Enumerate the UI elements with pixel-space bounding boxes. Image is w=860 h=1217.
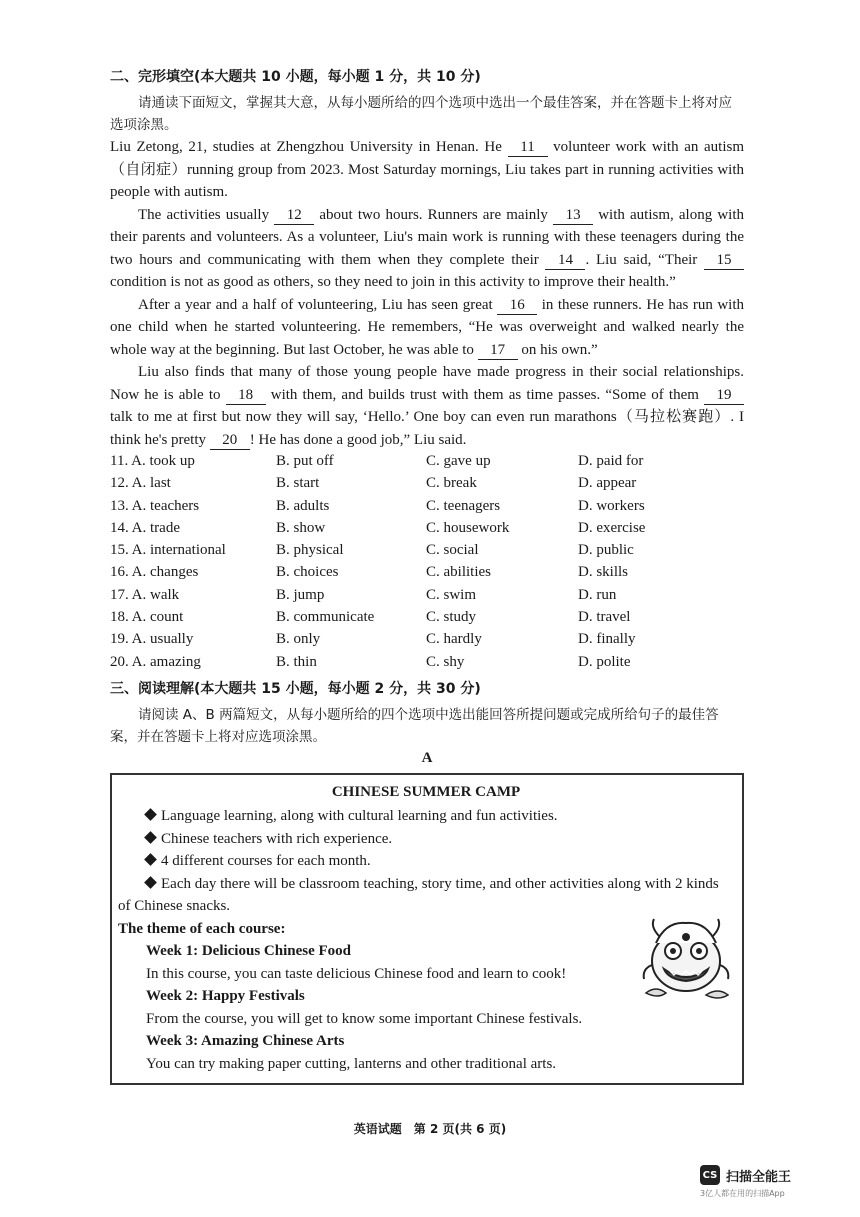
option-d: D. run [578,586,617,603]
passage-text: After a year and a half of volunteering, Liu has seen great [138,296,493,313]
passage-text: with autism, along with their parents and volunteers. As a volunteer, Liu's main work is running with these teenagers during the two hours and communicating with them when they complete their [110,206,745,268]
week-1-heading: Week 1: Delicious Chinese Food [146,943,351,960]
camscanner-logo-icon: CS [700,1165,720,1185]
option-a: 17. A. walk [110,586,180,603]
option-b: B. jump [276,586,325,603]
page-footer: 英语试题 第 2 页(共 6 页) [353,1122,507,1136]
option-a: 19. A. usually [110,631,194,648]
question-row [110,654,744,676]
camp-bullet [118,828,734,851]
option-a: 20. A. amazing [110,653,201,670]
week-3-heading: Week 3: Amazing Chinese Arts [146,1033,345,1050]
option-b: B. start [276,475,320,492]
option-d: D. polite [578,653,631,670]
option-b: B. communicate [276,609,375,626]
option-b: B. adults [276,497,330,514]
passage-text: The activities usually [138,206,270,223]
watermark-name: 扫描全能王 [726,1169,792,1185]
option-c: C. gave up [426,453,491,469]
blank-15: 15 [704,252,744,270]
question-row [110,631,744,653]
passage-text: in these runners. He has run with one child when he started volunteering. He remembers, “He was overweight and walked nearly the whole way at the beginning. But last October, he was able to [110,296,745,358]
question-row [110,498,744,520]
passage-paragraph-4 [110,361,744,451]
passage-text: Liu also finds that many of those young people have made progress in their social relationships. Now he is able to [110,364,744,403]
option-c: C. swim [426,586,477,603]
option-b: B. physical [276,542,344,559]
option-d: D. exercise [578,519,646,536]
passage-text: talk to me at first but now they will say, ‘Hello.’ One boy can even run marathons（马拉松赛跑）. I think he's pretty [110,409,744,448]
week-3-text: You can try making paper cutting, lanterns and other traditional arts. [146,1055,557,1072]
section-3-title: 三、阅读理解(本大题共 15 小题，每小题 2 分，共 30 分) [110,680,481,697]
passage-a-label: A [421,749,433,766]
option-b: B. only [276,631,321,648]
theme-heading: The theme of each course: [118,920,286,937]
option-c: C. abilities [426,564,491,581]
diamond-bullet-icon [144,831,157,844]
diamond-bullet-icon [144,809,157,822]
question-row [110,542,744,564]
option-c: C. teenagers [426,497,501,514]
exam-page [110,66,744,1085]
option-a: 15. A. international [110,542,226,559]
options-table [110,453,744,676]
scanner-watermark [700,1165,820,1199]
option-a: 11. A. took up [110,453,195,469]
week-2-text: From the course, you will get to know some important Chinese festivals. [146,1010,583,1027]
option-c: C. housework [426,519,510,536]
option-d: D. appear [578,475,637,492]
watermark-row [700,1165,820,1185]
blank-12: 12 [274,207,314,225]
blank-19: 19 [704,387,744,405]
summer-camp-box [110,773,744,1086]
passage-text: condition is not as good as others, so they need to join in this activity to improve their health.” [110,274,676,290]
bullet-text: Chinese teachers with rich experience. [161,830,393,847]
passage-text: on his own.” [521,341,598,358]
question-row [110,609,744,631]
option-c: C. study [426,609,477,626]
option-d: D. finally [578,631,636,648]
blank-18: 18 [226,387,266,405]
option-d: D. skills [578,564,629,581]
question-row [110,453,744,475]
watermark-subtitle: 3亿人都在用的扫描App [700,1189,785,1198]
question-row [110,564,744,586]
bullet-text: 4 different courses for each month. [161,853,371,870]
option-a: 12. A. last [110,475,171,492]
camp-bullet [118,850,734,873]
option-a: 14. A. trade [110,519,180,536]
blank-13: 13 [553,207,593,225]
diamond-bullet-icon [144,876,157,889]
camp-bullet [118,805,734,828]
section-2-instruction: 请通读下面短文，掌握其大意，从每小题所给的四个选项中选出一个最佳答案，并在答题卡上将对应选项涂黑。 [110,95,732,133]
week-1-text: In this course, you can taste delicious Chinese food and learn to cook! [146,965,567,982]
option-b: B. thin [276,653,317,670]
week-2-heading: Week 2: Happy Festivals [146,988,305,1005]
question-row [110,587,744,609]
option-c: C. social [426,542,479,559]
passage-text: . Liu said, “Their [585,251,698,268]
section-2-title: 二、完形填空(本大题共 10 小题，每小题 1 分，共 10 分) [110,69,481,85]
question-row [110,475,744,497]
passage-paragraph-2 [110,204,744,294]
passage-paragraph-1 [110,136,744,204]
option-b: B. choices [276,564,339,581]
option-b: B. show [276,519,326,536]
blank-14: 14 [545,252,585,270]
option-a: 13. A. teachers [110,497,200,514]
passage-paragraph-3 [110,294,744,362]
lion-dance-head-illustration [636,913,736,1005]
passage-text: Liu Zetong, 21, studies at Zhengzhou University in Henan. He [110,139,502,155]
option-d: D. travel [578,609,631,626]
option-c: C. shy [426,653,465,670]
diamond-bullet-icon [144,854,157,867]
passage-text: volunteer work with an autism（自闭症）running group from 2023. Most Saturday mornings, Liu takes part in running activities with people with autism. [110,139,745,200]
passage-text: with them, and builds trust with them as time passes. “Some of them [270,386,699,403]
blank-11: 11 [508,139,548,157]
passage-text: about two hours. Runners are mainly [319,206,548,223]
bullet-text: Each day there will be classroom teaching, story time, and other activities along with 2 kinds of Chinese snacks. [118,875,719,915]
bullet-text: Language learning, along with cultural learning and fun activities. [161,808,558,825]
section-3-instruction: 请阅读 A、B 两篇短文，从每小题所给的四个选项中选出能回答所提问题或完成所给句子的最佳答案，并在答题卡上将对应选项涂黑。 [110,706,719,745]
camp-title: CHINESE SUMMER CAMP [331,783,521,800]
camp-bullet [118,873,734,918]
option-a: 18. A. count [110,609,184,626]
blank-20: 20 [210,432,250,450]
passage-text: ! He has done a good job,” Liu said. [249,431,467,448]
option-b: B. put off [276,453,334,469]
option-d: D. public [578,542,634,559]
option-a: 16. A. changes [110,564,199,581]
option-d: D. paid for [578,453,644,469]
option-c: C. hardly [426,631,482,648]
blank-16: 16 [497,297,537,315]
blank-17: 17 [478,342,518,360]
option-d: D. workers [578,497,645,514]
option-c: C. break [426,475,477,492]
question-row [110,520,744,542]
